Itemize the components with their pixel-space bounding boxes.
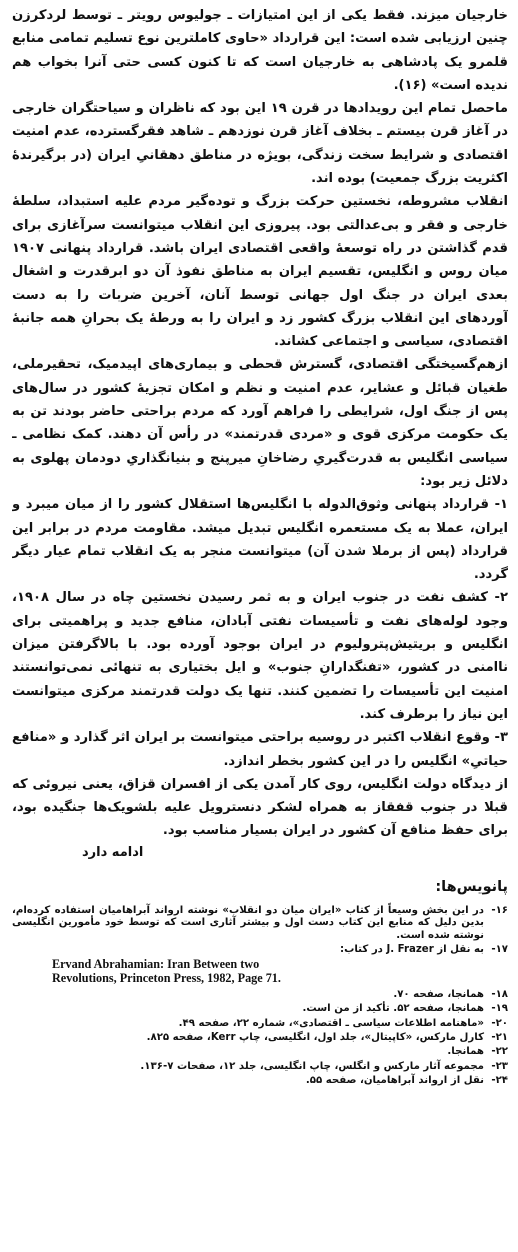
footnote-text: در این بخش وسیعاً از کتاب «ایران میان دو انقلاب» نوشته ارواند آبراهامیان استفاده کرده‌ام، بدین دلیل که منابع این کتاب دست اول و بیشتر آثاری است که توسط خود مأمورین انگلیسی نوشته شده است.	[12, 904, 484, 941]
footnote-number: ۱۶-	[491, 904, 508, 916]
footnote-text: همانجا، صفحه ۷۰.	[393, 988, 484, 1000]
paragraph-6: ۲- کشف نفت در جنوب ایران و به ثمر رسیدن نخستین چاه در سال ۱۹۰۸، وجود لوله‌های نفت و تأسیسات نفتی آبادان، منافع جدید و پراهمیتی برای انگلیس و بریتیش‌پترولیوم در ایران بوجود آورده بود. با بالاگرفتن میزان ناامنی در کشور، «تفنگدارانِ جنوب» و ایل بختیاری به تنهائی نمی‌توانستند امنیت این تأسیسات را تضمین کنند. تنها یک دولت قدرتمند مرکزی میتوانست این نیاز را برطرف کند.	[12, 590, 508, 722]
footnotes-list	[12, 905, 508, 1088]
footnote-number: ۲۰-	[491, 1017, 508, 1029]
footnote-text: «ماهنامه اطلاعات سیاسی ـ اقتصادی»، شماره ۲۲، صفحه ۴۹.	[178, 1017, 484, 1029]
english-reference-line-1: Ervand Abrahamian: Iran Between two	[52, 957, 260, 972]
footnote-item	[12, 905, 508, 942]
footnote-item	[12, 1018, 508, 1030]
footnote-number: ۱۸-	[491, 988, 508, 1000]
footnote-item	[12, 989, 508, 1001]
footnote-number: ۲۲-	[491, 1046, 508, 1058]
paragraph-7: ۳- وقوع انقلاب اکتبر در روسیه براحتی میتوانست بر ایران اثر گذارد و «منافع حیاتیِ» انگلیس را در این کشور بخطر اندازد.	[12, 730, 508, 769]
paragraph-3: انقلاب مشروطه، نخستین حرکت بزرگ و توده‌گیر مردم علیه استبداد، سلطهٔ خارجی و فقر و بی‌عدالتی بود. پیروزی این انقلاب میتوانست سرآغازی برای قدم گذاشتن در راه توسعهٔ واقعی اقتصادی ایران باشد. قرارداد پنهانی ۱۹۰۷ میان روس و انگلیس، تقسیم ایران به مناطق نفوذ آن دو ابرقدرت و اشغال بعدی ایران در جنگ اول جهانی توسط آنان، آخرین ضربات را به دست آوردهای این انقلاب بزرگ کشور زد و ایران را به ورطهٔ یک بحرانِ همه جانبهٔ اقتصادی، سیاسی و اجتماعی کشاند.	[12, 194, 508, 350]
footnote-item	[12, 944, 508, 956]
english-reference	[52, 958, 508, 984]
footnote-text: مجموعه آثار مارکس و انگلس، چاپ انگلیسی، جلد ۱۲، صفحات ۷-۱۳۶.	[140, 1060, 484, 1072]
paragraph-5: ۱- قرارداد پنهانی وثوق‌الدوله با انگلیس‌ها استقلال کشور را از میان میبرد و ایران، عملا به یک مستعمره انگلیس تبدیل میشد. مقاومت مردم در برابر این قرارداد (پس از برملا شدن آن) میتوانست منجر به یک انقلاب تمام عیار دیگر گردد.	[12, 497, 508, 583]
footnote-item	[12, 1032, 508, 1044]
footnote-item	[12, 1075, 508, 1087]
footnote-text: همانجا، صفحه ۵۲. تأکید از من است.	[302, 1003, 484, 1015]
article-body	[12, 4, 508, 843]
footnote-text: نقل از ارواند آبراهامیان، صفحه ۵۵.	[305, 1075, 484, 1087]
footnote-item	[12, 1046, 508, 1058]
footnote-number: ۱۹-	[491, 1003, 508, 1015]
paragraph-4: ازهم‌گسیختگی اقتصادی، گسترش قحطی و بیماری‌های اپیدمیک، تحقیرملی، طغیان قبائل و عشایر، عدم امنیت و نظم و امکان تجزیهٔ کشور در سال‌های پس از جنگ اول، شرایطی را فراهم آورد که مردم براحتی حاضر بودند تن به یک حکومت مرکزی قوی و «مردی قدرتمند» در رأس آن دهند. کمک نظامی ـ سیاسی انگلیس به قدرت‌گیریِ رضاخانِ میرپنج و بنیانگذاریِ دودمان پهلوی به دلائل زیر بود:	[12, 357, 508, 489]
footnote-text: کارل مارکس، «کاپیتال»، جلد اول، انگلیسی، چاپ Kerr، صفحه ۸۲۵.	[146, 1031, 484, 1043]
footnotes-title: پانویس‌ها:	[435, 878, 508, 895]
paragraph-8: از دیدگاه دولت انگلیس، روی کار آمدن یکی از افسران قزاق، یعنی نیروئی که قبلا در جنوب قفقاز به همراه لشکر دنسترویل علیه بلشویک‌ها جنگیده بود، برای حفظ منافع آن کشور در ایران بسیار مناسب بود.	[12, 776, 508, 839]
footnote-number: ۱۷-	[491, 943, 508, 955]
footnote-text: همانجا.	[447, 1046, 484, 1058]
footnote-number: ۲۱-	[491, 1031, 508, 1043]
paragraph-1: خارجیان میزند. فقط یکی از این امتیازات ـ جولیوس رویتر ـ توسط لردکرزن چنین ارزیابی شده است: این قرارداد «حاوی کاملترین نوع تسلیم تمامی منابع قلمرو یک پادشاهی به خارجیان است که تا کنون کسی حتی آنرا بخواب هم ندیده است» (۱۶).	[12, 8, 508, 93]
footnote-number: ۲۴-	[491, 1075, 508, 1087]
document-page	[12, 4, 508, 1248]
continued-label: ادامه دارد	[82, 844, 144, 860]
footnote-text: به نقل از J. Frazer در کتاب:	[340, 943, 484, 955]
footnote-number: ۲۳-	[491, 1060, 508, 1072]
english-reference-line-2: Revolutions, Princeton Press, 1982, Page 71.	[52, 970, 281, 985]
footnote-item	[12, 1061, 508, 1073]
paragraph-2: ماحصل تمام این رویدادها در قرن ۱۹ این بود که ناظران و سیاحتگران خارجی در آغاز قرن بیستم ـ بخلاف آغاز قرن نوزدهم ـ شاهد فقرگسترده، عدم امنیت اقتصادی و شرایط سخت زندگی، بویژه در مناطق دهقانیِ ایران (در برگیرندهٔ اکثریت بزرگ جمعیت) بوده اند.	[12, 101, 508, 187]
footnote-item	[12, 1003, 508, 1015]
